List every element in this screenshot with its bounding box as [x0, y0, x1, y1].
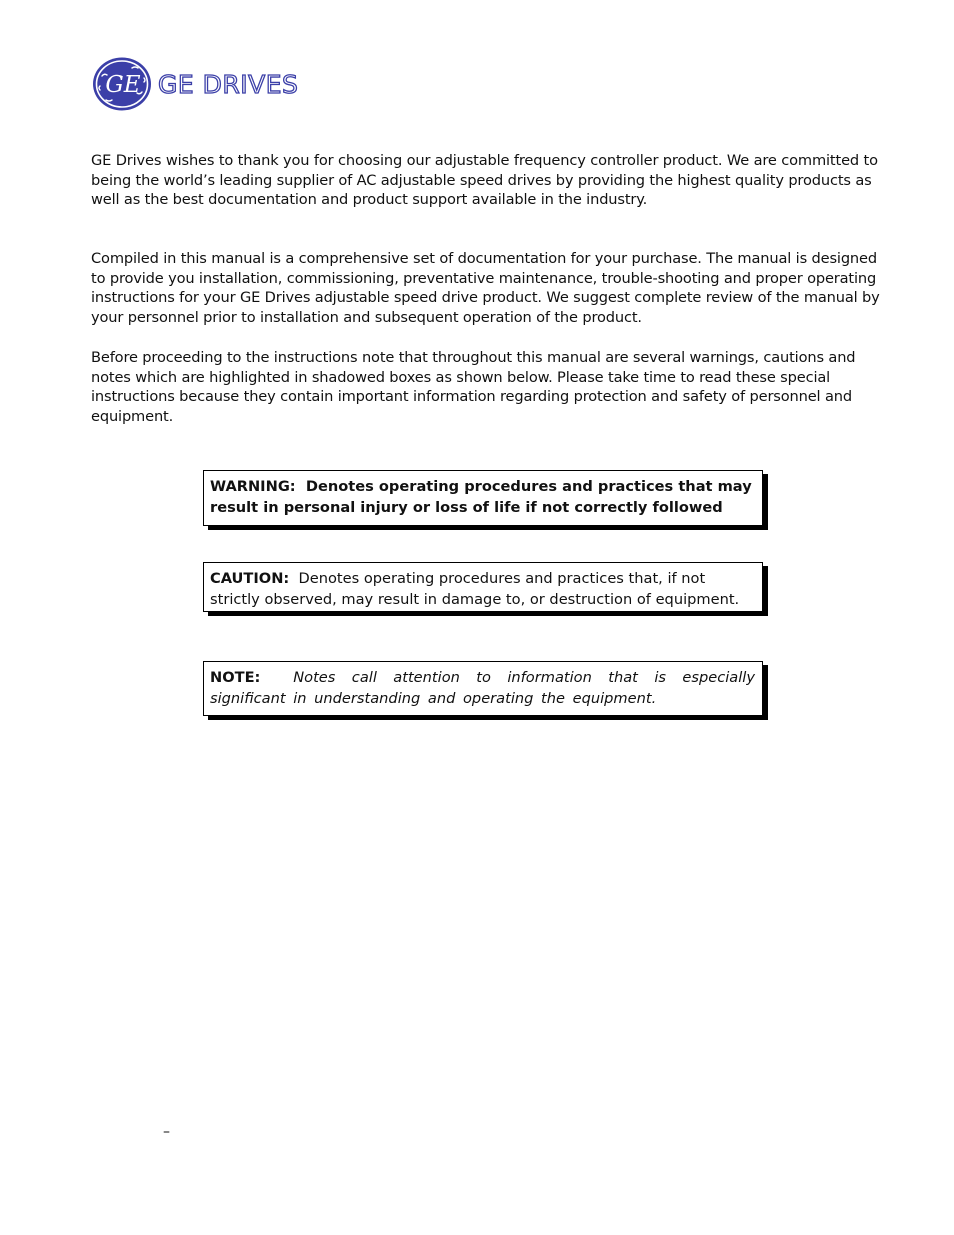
caution-text: Denotes operating procedures and practices that, if not strictly observed, may result in damage to, or destruction of equipment. — [210, 570, 740, 608]
ge-drives-logo — [92, 56, 298, 112]
warning-callout — [203, 470, 763, 526]
manual-paragraph: Compiled in this manual is a comprehensive set of documentation for your purchase. The manual is designed to provide you installation, commissioning, preventative maintenance, trouble-shooting and proper operating instructions for your GE Drives adjustable speed drive product. We suggest complete review of the manual by your personnel prior to installation and subsequent operation of the product. — [91, 250, 880, 327]
caution-label: CAUTION: — [210, 570, 290, 587]
footer-mark: – — [163, 1124, 170, 1140]
note-text: Notes call attention to information that is especially significant in understanding and operating the equipment. — [210, 669, 755, 707]
caution-callout — [203, 562, 763, 612]
note-label: NOTE: — [210, 669, 261, 686]
notice-paragraph: Before proceeding to the instructions note that throughout this manual are several warnings, cautions and notes which are highlighted in shadowed boxes as shown below. Please take time to read these special instructions because they contain important information regarding protection and safety of personnel and equipment. — [91, 349, 856, 426]
brand-text: GE DRIVES — [158, 69, 299, 99]
logo-monogram-text: GE — [105, 72, 141, 98]
ge-monogram-icon — [92, 56, 154, 112]
warning-label: WARNING: — [210, 478, 296, 495]
note-callout — [203, 661, 763, 716]
intro-paragraph: GE Drives wishes to thank you for choosing our adjustable frequency controller product. We are committed to being the world’s leading supplier of AC adjustable speed drives by providing the highest quality products as well as the best documentation and product support available in the industry. — [91, 152, 878, 209]
warning-text: Denotes operating procedures and practices that may result in personal injury or loss of life if not correctly followed — [210, 478, 752, 516]
